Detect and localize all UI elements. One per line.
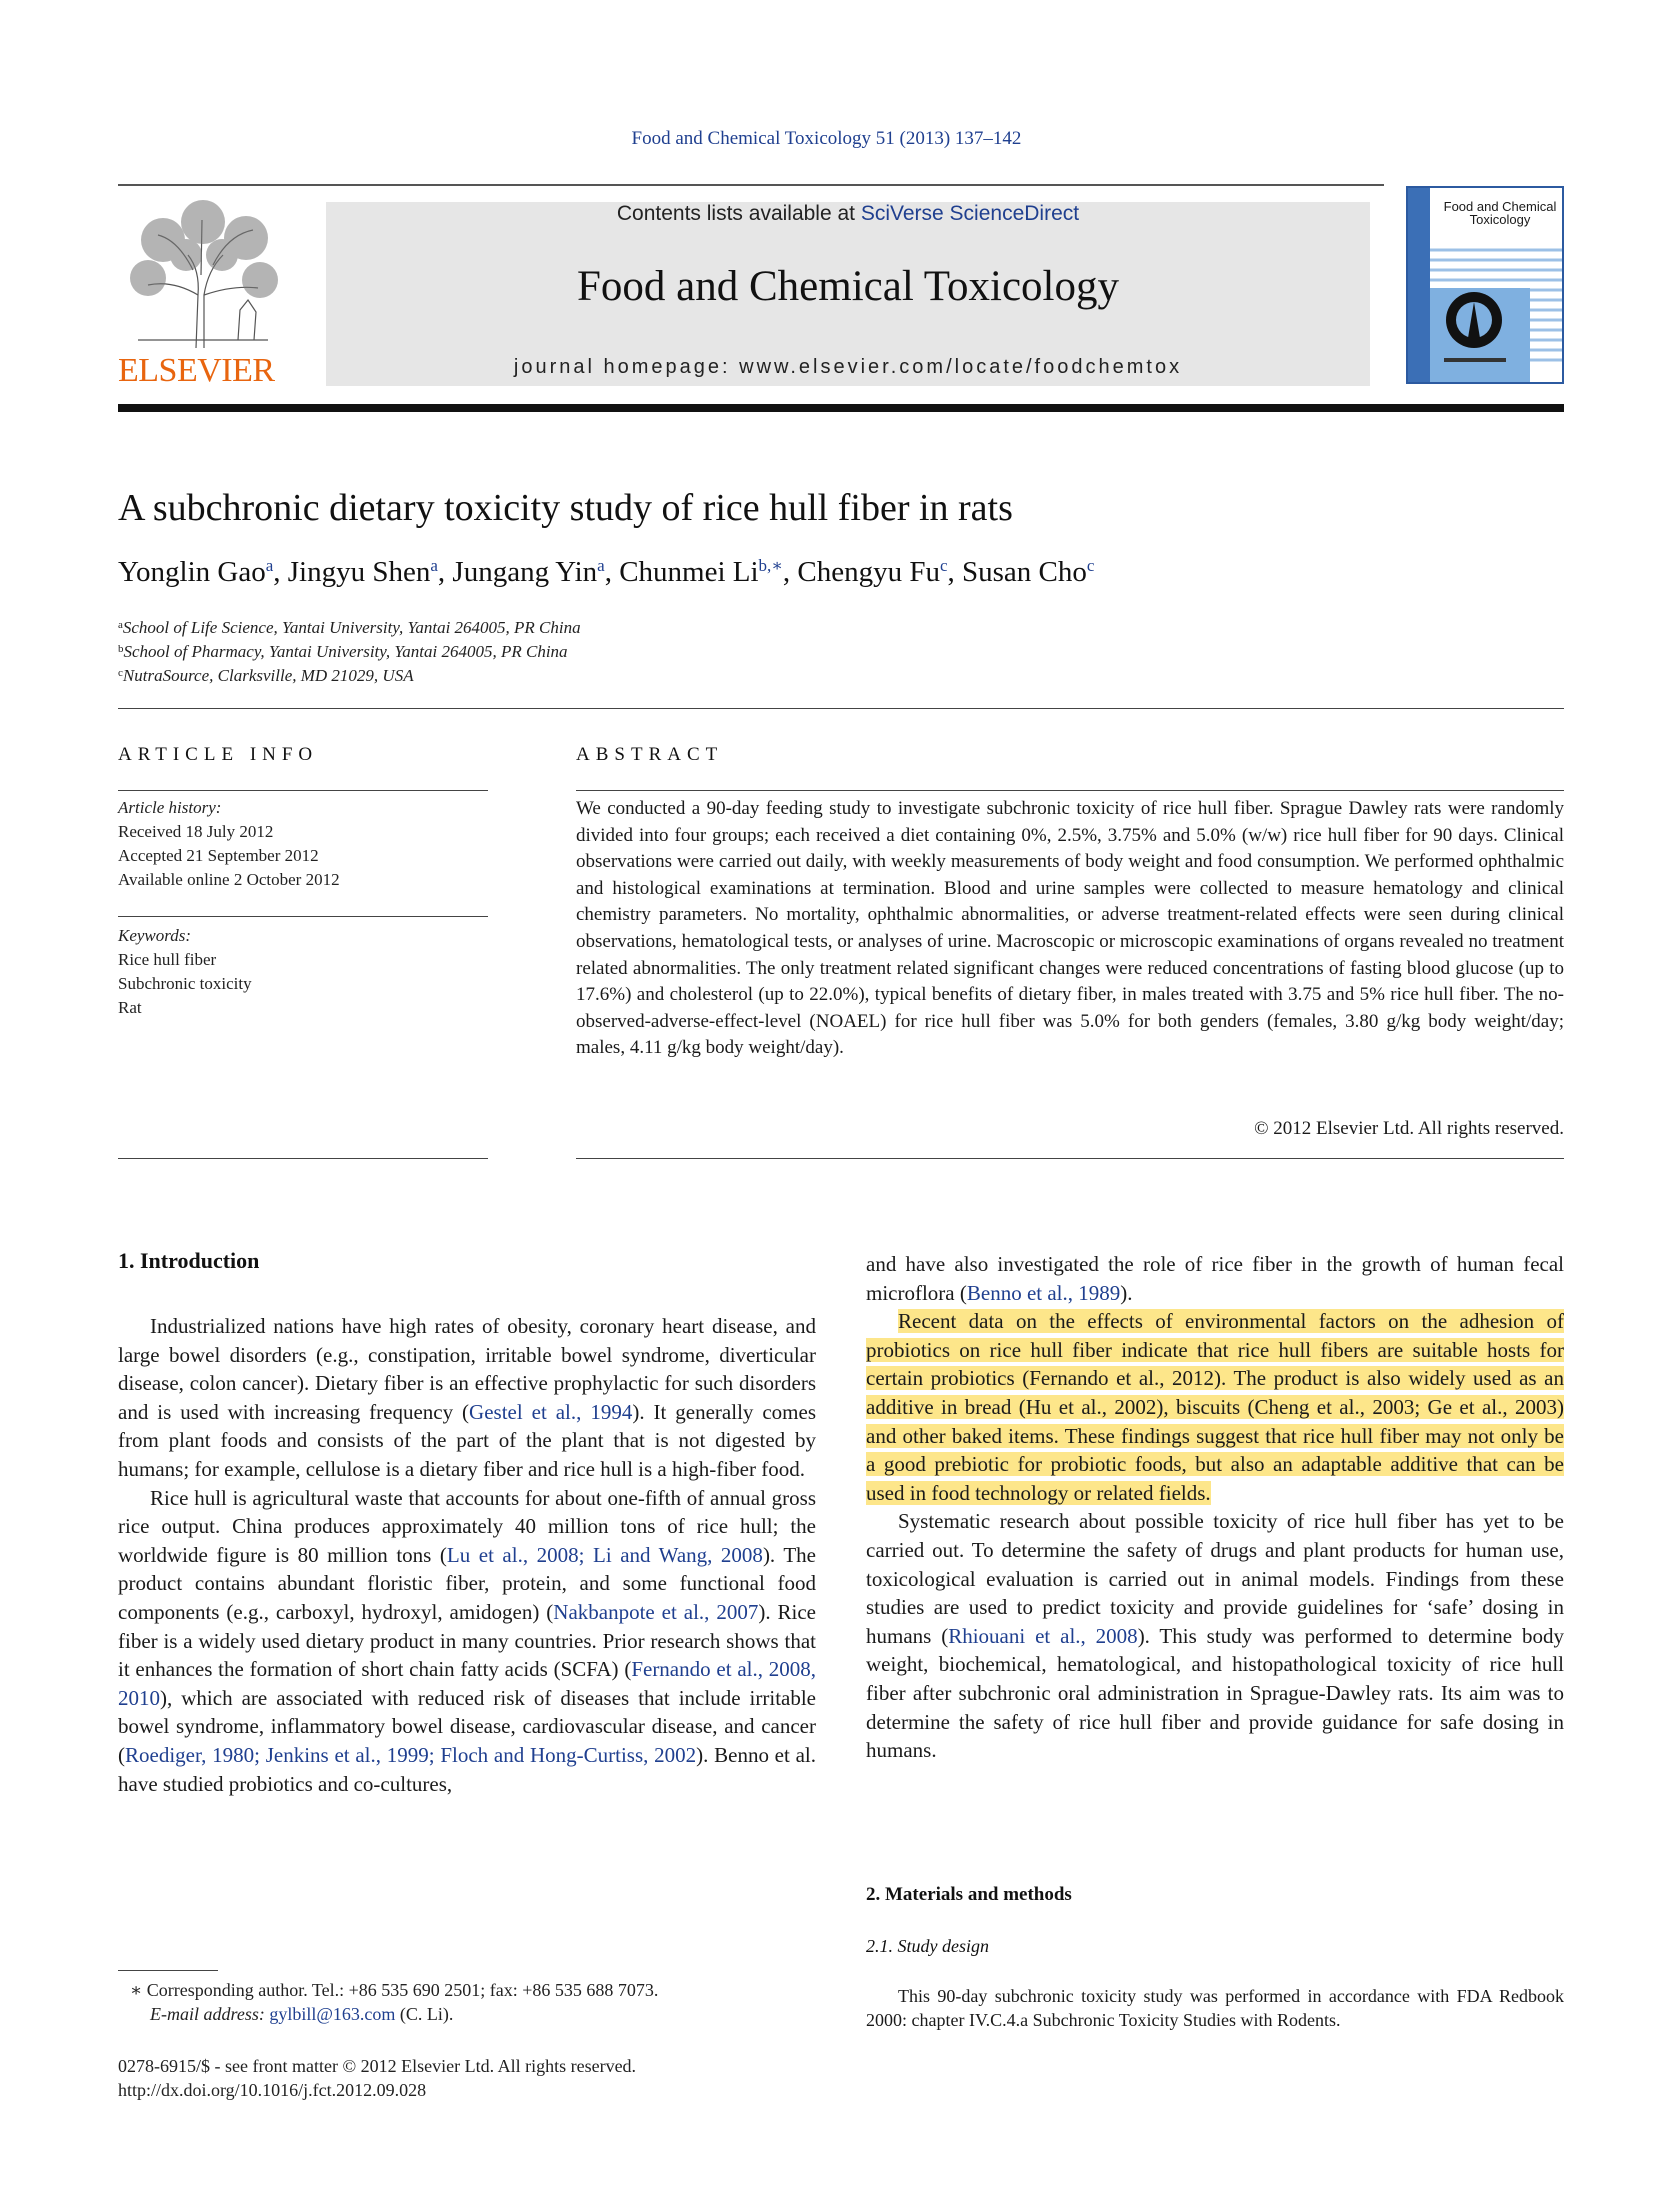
citation-link[interactable]: Roediger, 1980; Jenkins et al., 1999; Floch and Hong-Curtiss, 2002 — [125, 1742, 697, 1767]
author-name: Jingyu Shen — [287, 556, 431, 588]
highlighted-paragraph — [866, 1307, 1564, 1507]
keywords-label: Keywords: — [118, 926, 192, 945]
author-affiliation-marker[interactable]: a — [265, 556, 274, 575]
author-separator: , — [947, 556, 962, 588]
author-list — [118, 556, 1094, 589]
intro-paragraph-2: Rice hull is agricultural waste that accounts for about one-fifth of annual gross rice output. China produces approximately 40 million tons of rice hull; the worldwide figure is 80 million tons (Lu et al., 2008; Li and Wang, 2008). The product contains abundant floristic fiber, protein, and some functional food components (e.g., carboxyl, hydroxyl, amidogen) (Nakbanpote et al., 2007). Rice fiber is a widely used dietary product in many countries. Prior research shows that it enhances the formation of short chain fatty acids (SCFA) (Fernando et al., 2008, 2010), which are associated with reduced risk of diseases that include irritable bowel syndrome, inflammatory bowel disease, cardiovascular disease, and cancer (Roediger, 1980; Jenkins et al., 1999; Floch and Hong-Curtiss, 2002). Benno et al. have studied probiotics and co-cultures, — [118, 1485, 816, 1796]
affiliation-c: $^c$NutraSource, Clarksville, MD 21029, USA — [118, 666, 414, 685]
author-affiliation-marker[interactable]: b,∗ — [758, 556, 783, 575]
study-design-text: This 90-day subchronic toxicity study was performed in accordance with FDA Redbook 2000: chapter IV.C.4.a Subchronic Toxicity Studies with Rodents. — [866, 1986, 1564, 2030]
abstract-text: We conducted a 90-day feeding study to investigate subchronic toxicity of rice hull fiber. Sprague Dawley rats were randomly divided into four groups; each received a diet containing 0%, 2.5%, 3.75% and 5.0% (w/w) rice hull fiber for 90 days. Clinical observations were carried out daily, with weekly measurements of body weight and food consumption. We performed ophthalmic and histological examinations at termination. Blood and urine samples were collected to measure hematology and clinical chemistry parameters. No mortality, ophthalmic abnormalities, or adverse treatment-related effects were seen during clinical observations, hematological tests, or analyses of urine. Macroscopic or microscopic examinations of organs revealed no treatment related abnormalities. The only treatment related significant changes were reduced concentrations of fasting blood glucose (up to 17.6%) and cholesterol (up to 22.0%), typical benefits of dietary fiber, in males treated with 3.75 and 5% rice hull fiber. The no-observed-adverse-effect-level (NOAEL) for rice hull fiber was 5.0% for both genders (females, 3.80 g/kg body weight/day; males, 4.11 g/kg body weight/day). — [576, 798, 1564, 1059]
keywords-rule — [118, 916, 488, 917]
contents-prefix: Contents lists available at — [616, 202, 861, 225]
citation-link[interactable]: Fernando et al., 2008, 2010 — [118, 1657, 816, 1710]
citation-link[interactable]: Benno et al., 1989 — [966, 1280, 1121, 1305]
abstract-rule — [576, 790, 1564, 791]
author-affiliation-marker[interactable]: c — [1086, 556, 1095, 575]
study-design-heading: 2.1. Study design — [866, 1936, 989, 1956]
email-line: E-mail address: gylbill@163.com (C. Li). — [150, 2004, 454, 2024]
citation-link[interactable]: Gestel et al., 1994 — [469, 1399, 633, 1424]
author-separator: , — [273, 556, 288, 588]
journal-name: Food and Chemical Toxicology — [577, 263, 1119, 310]
cover-title: Food and Chemical Toxicology — [1443, 199, 1557, 227]
introduction-heading: 1. Introduction — [118, 1248, 260, 1273]
online-date: Available online 2 October 2012 — [118, 870, 340, 889]
keyword-item: Rat — [118, 998, 142, 1017]
email-link[interactable]: gylbill@163.com — [269, 2004, 396, 2024]
header-thick-rule — [118, 404, 1564, 412]
article-history-label: Article history: — [118, 798, 222, 817]
corresponding-author-note: ∗ Corresponding author. Tel.: +86 535 690 2501; fax: +86 535 688 7073. — [130, 1980, 659, 2000]
header-rule — [118, 184, 1384, 186]
title-block-rule — [118, 708, 1564, 709]
author-separator: , — [782, 556, 798, 588]
body-column-right — [866, 1250, 1564, 1765]
affiliation-a: $^a$School of Life Science, Yantai University, Yantai 264005, PR China — [118, 618, 581, 637]
author-separator: , — [604, 556, 620, 588]
author-name: Chunmei Li — [619, 556, 759, 588]
author-affiliation-marker[interactable]: a — [597, 556, 605, 575]
article-title: A subchronic dietary toxicity study of rice hull fiber in rats — [118, 487, 1013, 529]
methods-heading: 2. Materials and methods — [866, 1884, 1072, 1905]
author-affiliation-marker[interactable]: c — [939, 556, 948, 575]
citation-link[interactable]: Nakbanpote et al., 2007 — [553, 1599, 759, 1624]
text-highlight: Recent data on the effects of environmental factors on the adhesion of probiotics on rice hull fiber indicate that rice hull fibers are suitable hosts for certain probiotics (Fernando et al., 2012). The product is also widely used as an additive in bread (Hu et al., 2002), biscuits (Cheng et al., 2003; Ge et al., 2003) and other baked items. These findings suggest that rice hull fiber may not only be a good prebiotic for probiotic foods, but also an adaptable additive that can be used in food technology or related fields. — [866, 1309, 1564, 1505]
journal-reference[interactable]: Food and Chemical Toxicology 51 (2013) 137–142 — [631, 128, 1022, 149]
issn-line: 0278-6915/$ - see front matter © 2012 Elsevier Ltd. All rights reserved. — [118, 2056, 637, 2076]
journal-cover-thumbnail — [1406, 186, 1564, 384]
doi-link[interactable]: http://dx.doi.org/10.1016/j.fct.2012.09.028 — [118, 2080, 427, 2100]
citation-link[interactable]: Lu et al., 2008; Li and Wang, 2008 — [446, 1542, 763, 1567]
abstract-heading: ABSTRACT — [576, 744, 724, 765]
contents-line — [326, 202, 1370, 226]
author-affiliation-marker[interactable]: a — [430, 556, 438, 575]
intro-paragraph-4: Systematic research about possible toxicity of rice hull fiber has yet to be carried out. To determine the safety of drugs and plant products for human use, toxicological evaluation is carried out in animal models. Findings from these studies are used to predict toxicity and provide guidelines for ‘safe’ dosing in humans (Rhiouani et al., 2008). This study was performed to determine body weight, biochemical, hematological, and histopathological toxicity of rice hull fiber after subchronic oral administration in Sprague-Dawley rats. Its aim was to determine the safety of rice hull fiber and provide guidance for safe dosing in humans. — [866, 1509, 1564, 1763]
author-name: Yonglin Gao — [118, 556, 266, 588]
abstract-copyright: © 2012 Elsevier Ltd. All rights reserved. — [1254, 1118, 1564, 1139]
author-separator: , — [437, 556, 453, 588]
intro-paragraph-1: Industrialized nations have high rates of obesity, coronary heart disease, and large bowel disorders (e.g., constipation, irritable bowel syndrome, diverticular disease, colon cancer). Dietary fiber is an effective prophylactic for such disorders and is used with increasing frequency (Gestel et al., 1994). It generally comes from plant foods and consists of the part of the plant that is not digested by humans; for example, cellulose is a dietary fiber and rice hull is a high-fiber food. — [118, 1314, 816, 1481]
author-name: Jungang Yin — [452, 556, 598, 588]
affiliation-b: $^b$School of Pharmacy, Yantai University, Yantai 264005, PR China — [118, 642, 568, 661]
article-info-rule — [118, 790, 488, 791]
keyword-item: Subchronic toxicity — [118, 974, 252, 993]
keyword-item: Rice hull fiber — [118, 950, 217, 969]
intro-paragraph-continued: and have also investigated the role of rice fiber in the growth of human fecal microflora (Benno et al., 1989). — [866, 1252, 1564, 1305]
abstract-bottom-rule — [576, 1158, 1564, 1159]
sciencedirect-link[interactable]: SciVerse ScienceDirect — [860, 202, 1080, 225]
author-name: Susan Cho — [962, 556, 1087, 588]
author-name: Chengyu Fu — [797, 556, 940, 588]
article-info-bottom-rule — [118, 1158, 488, 1159]
citation-link[interactable]: Rhiouani et al., 2008 — [948, 1623, 1138, 1648]
received-date: Received 18 July 2012 — [118, 822, 274, 841]
journal-homepage[interactable]: journal homepage: www.elsevier.com/locate/foodchemtox — [513, 356, 1183, 378]
accepted-date: Accepted 21 September 2012 — [118, 846, 319, 865]
footnote-rule — [118, 1970, 218, 1971]
body-column-left — [118, 1312, 816, 1798]
elsevier-wordmark: ELSEVIER — [118, 352, 275, 389]
article-info-heading: ARTICLE INFO — [118, 744, 319, 765]
